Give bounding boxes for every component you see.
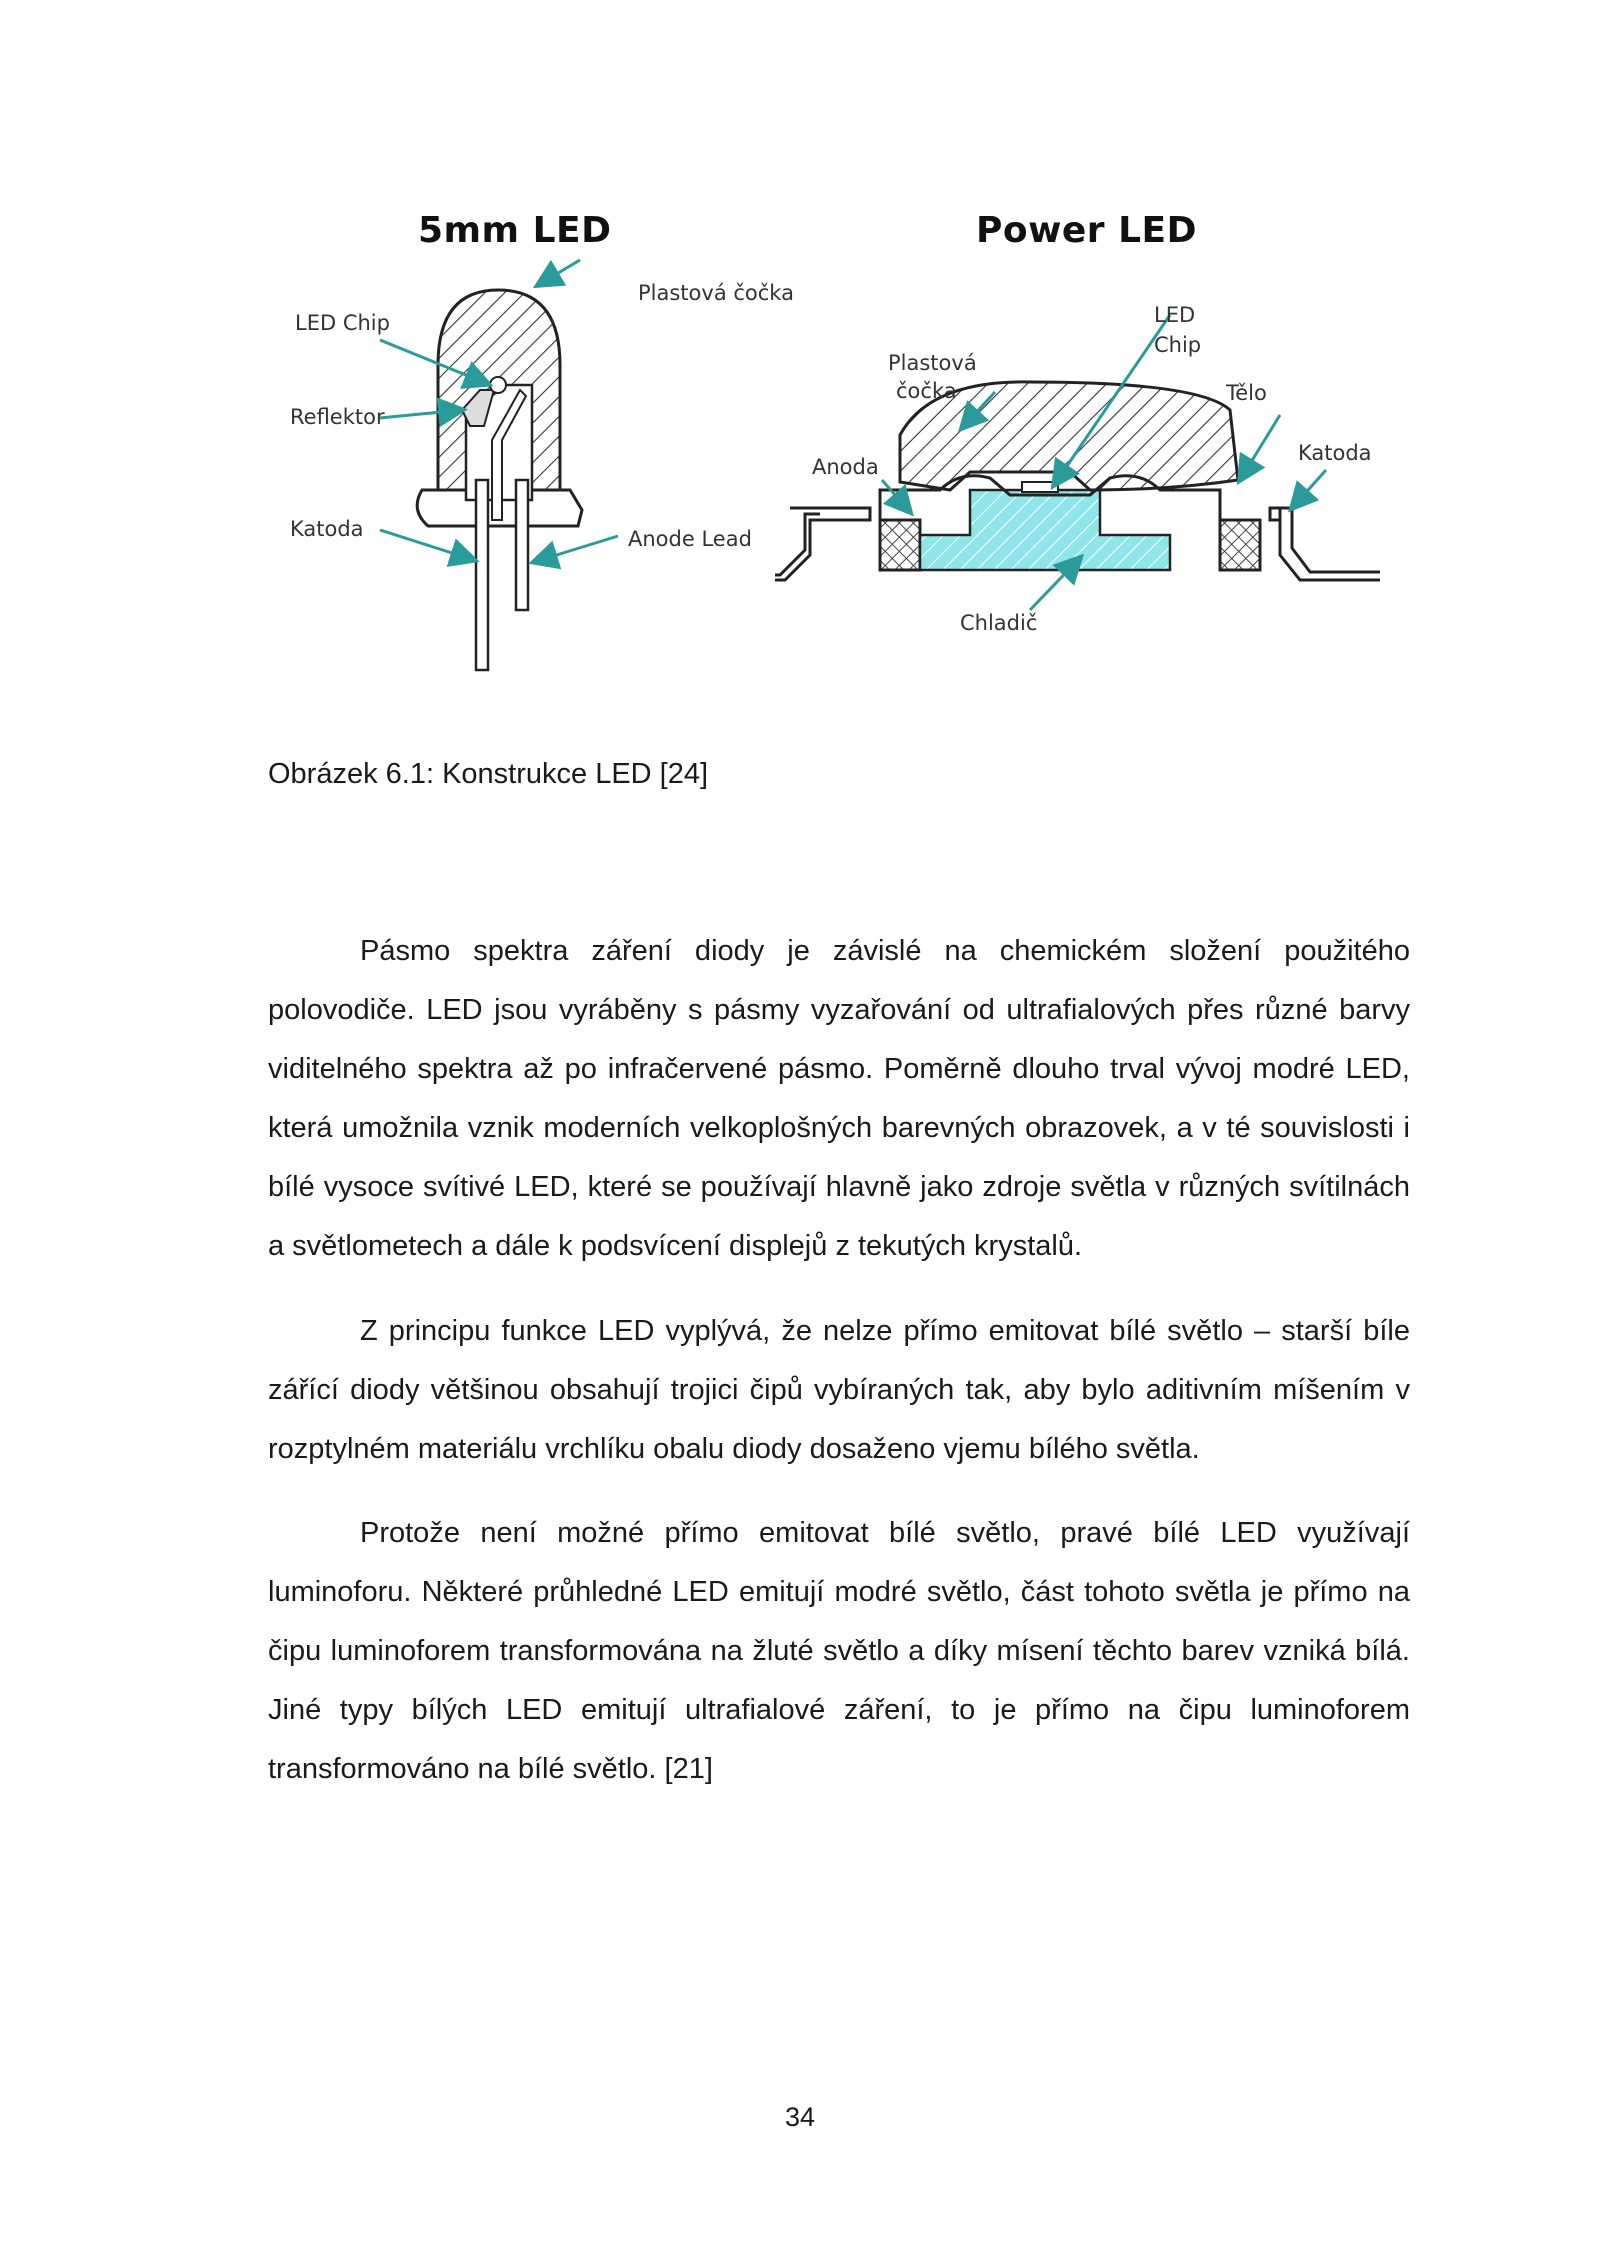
5mm-reflector-label: Reflektor [290,405,385,429]
power-heatsink-label: Chladič [960,611,1038,635]
5mm-led-title: 5mm LED [418,210,612,251]
power-lens-label-1: Plastová [888,351,977,375]
figure-caption: Obrázek 6.1: Konstrukce LED [24] [268,758,709,790]
5mm-lens-label: Plastová čočka [638,281,794,305]
paragraph-2-text: Z principu funkce LED vyplývá, že nelze přímo emitovat bílé světlo – starší bíle zářící diody většinou obsahují trojici čipů vybíraných tak, aby bylo aditivním míšením v rozptylném materiálu vrchlíku obalu diody dosaženo vjemu bílého světla. [268,1315,1410,1465]
power-led-title: Power LED [976,210,1197,251]
paragraph-3 [268,1504,1410,1799]
paragraph-1 [268,922,1410,1276]
5mm-cathode-label: Katoda [290,517,364,541]
power-cathode-label: Katoda [1298,441,1372,465]
paragraph-2 [268,1302,1410,1479]
power-body-label: Tělo [1226,381,1267,405]
paragraph-3-text: Protože není možné přímo emitovat bílé světlo, pravé bílé LED využívají luminoforu. Některé průhledné LED emitují modré světlo, část tohoto světla je přímo na čipu luminoforem transformována na žluté světlo a díky mísení těchto barev vzniká bílá. Jiné typy bílých LED emitují ultrafialové záření, to je přímo na čipu luminoforem transformováno na bílé světlo. [21] [268,1517,1410,1785]
paragraph-1-text: Pásmo spektra záření diody je závislé na chemickém složení použitého polovodiče. LED jsou vyráběny s pásmy vyzařování od ultrafialových přes různé barvy viditelného spektra až po infračervené pásmo. Poměrně dlouho trval vývoj modré LED, která umožnila vznik moderních velkoplošných barevných obrazovek, a v té souvislosti i bílé vysoce svítivé LED, které se používají hlavně jako zdroje světla v různých svítilnách a světlometech a dále k podsvícení displejů z tekutých krystalů. [268,935,1410,1262]
page-number: 34 [784,2102,816,2132]
5mm-chip-label: LED Chip [295,311,390,335]
5mm-led-drawing [380,260,618,670]
led-construction-figure [270,190,1400,730]
power-chip-label-2: Chip [1154,333,1202,357]
power-anode-label: Anoda [812,455,879,479]
power-chip-label-1: LED [1154,303,1196,327]
power-heatsink-shape [920,490,1170,570]
power-lens-label-2: čočka [896,379,957,403]
5mm-anode-lead-label: Anode Lead [628,527,752,551]
